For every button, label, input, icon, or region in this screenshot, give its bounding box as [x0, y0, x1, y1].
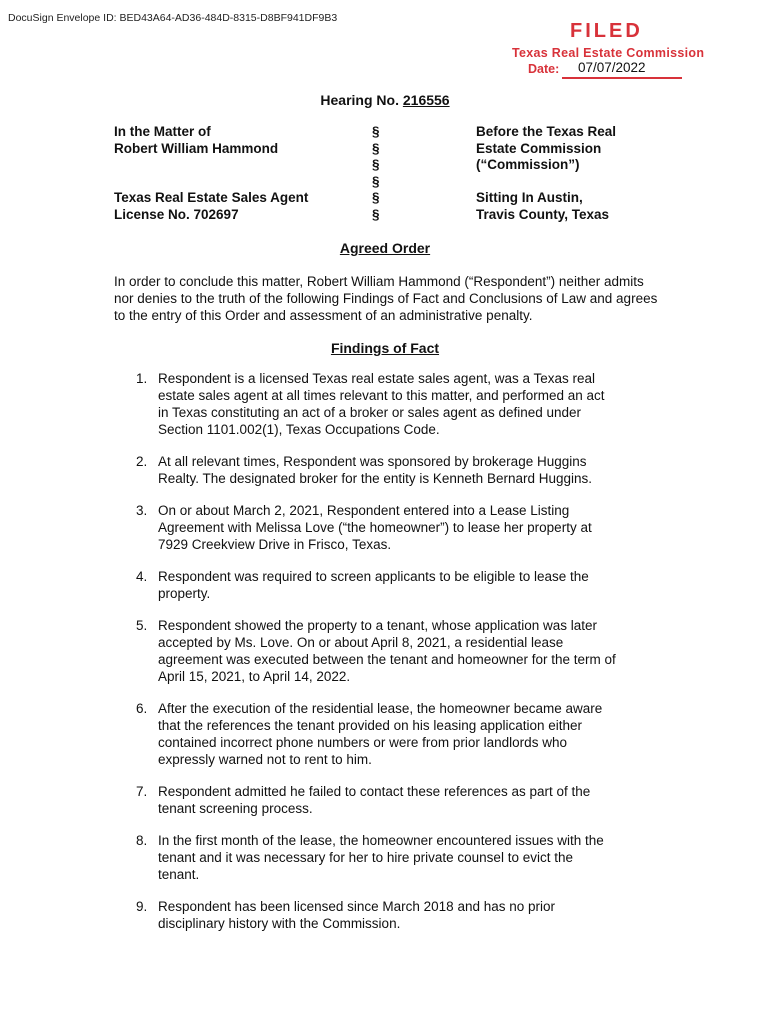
agreed-order-title: Agreed Order	[339, 240, 431, 256]
stamp-date-line	[562, 77, 682, 79]
caption-left-line	[114, 174, 354, 191]
section-mark: §	[372, 140, 380, 156]
section-mark: §	[372, 206, 380, 222]
finding-item	[136, 783, 616, 817]
caption-right-line: Travis County, Texas	[476, 206, 610, 222]
finding-number: 1.	[136, 371, 148, 386]
finding-text: Respondent was required to screen applicants to be eligible to lease the property.	[158, 569, 589, 601]
section-mark: §	[372, 124, 380, 139]
finding-text: Respondent has been licensed since March 2018 and has no prior disciplinary history with the Commission.	[158, 899, 556, 931]
section-mark: §	[372, 173, 380, 189]
finding-number: 4.	[136, 569, 148, 584]
finding-item	[136, 832, 616, 883]
caption-left-line: License No. 702697	[114, 206, 239, 222]
findings-of-fact-title: Findings of Fact	[330, 340, 440, 356]
intro-paragraph: In order to conclude this matter, Robert William Hammond (“Respondent”) neither admits nor denies to the truth of the following Findings of Fact and Conclusions of Law and agrees to the entry of this Order and assessment of an administrative penalty.	[114, 274, 658, 323]
stamp-organization: Texas Real Estate Commission	[512, 46, 705, 60]
caption-right-line: Sitting In Austin,	[476, 190, 583, 205]
caption-section-marks	[372, 124, 392, 223]
finding-number: 8.	[136, 833, 148, 848]
caption-left-line: Texas Real Estate Sales Agent	[114, 190, 309, 205]
caption-right-line: (“Commission”)	[476, 157, 580, 172]
finding-text: In the first month of the lease, the homeowner encountered issues with the tenant and it was necessary for her to hire private counsel to evict the tenant.	[158, 833, 604, 882]
caption-right-line	[476, 174, 676, 191]
finding-item	[136, 568, 616, 602]
finding-item	[136, 617, 616, 685]
finding-item	[136, 453, 616, 487]
section-mark: §	[372, 190, 380, 205]
finding-number: 7.	[136, 784, 148, 799]
section-mark: §	[372, 157, 380, 172]
finding-number: 2.	[136, 454, 148, 469]
caption-left-line: In the Matter of	[114, 124, 211, 139]
caption-left-line: Robert William Hammond	[114, 140, 279, 156]
finding-text: Respondent admitted he failed to contact these references as part of the tenant screening process.	[158, 784, 591, 816]
finding-item	[136, 370, 616, 438]
hearing-number-value: 216556	[402, 92, 450, 108]
stamp-date-value: 07/07/2022	[578, 60, 646, 75]
finding-number: 9.	[136, 899, 148, 914]
finding-number: 3.	[136, 503, 148, 518]
docusign-envelope-id: DocuSign Envelope ID: BED43A64-AD36-484D-8315-D8BF941DF9B3	[8, 12, 338, 24]
caption-right-line: Before the Texas Real	[476, 124, 617, 139]
caption-left-line	[114, 157, 354, 174]
hearing-label: Hearing No.	[320, 92, 399, 108]
caption-left	[114, 124, 354, 223]
finding-text: At all relevant times, Respondent was sponsored by brokerage Huggins Realty. The designated broker for the entity is Kenneth Bernard Huggins.	[158, 454, 593, 486]
finding-text: After the execution of the residential lease, the homeowner became aware that the references the tenant provided on his leasing application either contained incorrect phone numbers or were from prior landlords who expressly warned not to rent to him.	[158, 701, 603, 767]
stamp-date-label: Date:	[528, 62, 560, 76]
stamp-filed-text: FILED	[570, 20, 643, 42]
finding-number: 5.	[136, 618, 148, 633]
caption-right	[476, 124, 676, 223]
finding-item	[136, 502, 616, 553]
finding-text: On or about March 2, 2021, Respondent entered into a Lease Listing Agreement with Melissa Love (“the homeowner”) to lease her property at 7929 Creekview Drive in Frisco, Texas.	[158, 503, 592, 552]
finding-text: Respondent is a licensed Texas real estate sales agent, was a Texas real estate sales agent at all times relevant to this matter, and performed an act in Texas constituting an act of a broker or sales agent as defined under Section 1101.002(1), Texas Occupations Code.	[158, 371, 605, 437]
finding-text: Respondent showed the property to a tenant, whose application was later accepted by Ms. Love. On or about April 8, 2021, a residential lease agreement was executed between the tenant and homeowner for the term of April 15, 2021, to April 14, 2022.	[158, 618, 616, 684]
hearing-number	[0, 92, 770, 108]
findings-list	[136, 370, 616, 932]
finding-number: 6.	[136, 701, 148, 716]
finding-item	[136, 898, 616, 932]
finding-item	[136, 700, 616, 768]
caption-right-line: Estate Commission	[476, 140, 602, 156]
